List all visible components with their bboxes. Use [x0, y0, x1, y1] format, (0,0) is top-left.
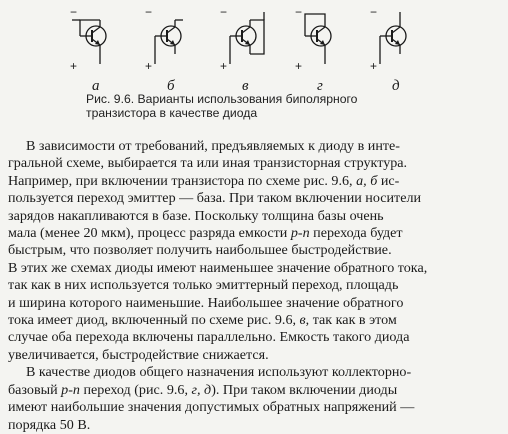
collector-lead	[92, 27, 100, 33]
text-run: так как в них используется только эмиттерный переход, площадь	[8, 277, 399, 294]
polarity-plus: +	[370, 59, 378, 73]
text-run: перехода будет	[309, 225, 403, 242]
text-line	[8, 173, 498, 190]
variant-label: а	[92, 78, 100, 94]
text-line	[8, 399, 498, 416]
text-run: тока имеет диод, включенный по схеме рис. 9.6,	[8, 312, 300, 329]
text-run: ). При таком включении диоды	[211, 381, 398, 398]
polarity-plus: +	[145, 59, 153, 73]
polarity-plus: +	[295, 59, 303, 73]
text-line	[8, 208, 498, 225]
text-run: гральной схеме, выбирается та или иная транзисторная структура.	[8, 155, 408, 172]
text-run: , так как в этом	[305, 312, 397, 329]
variant-label: б	[167, 78, 175, 94]
variant-5	[370, 5, 406, 94]
text-run: В качестве диодов общего назначения используют коллекторно-	[26, 364, 412, 381]
paragraph-1	[8, 138, 498, 364]
italic-text: p-n	[290, 225, 310, 242]
text-line	[8, 417, 498, 434]
text-run: зарядов накапливаются в базе. Поскольку толщина базы очень	[8, 207, 384, 224]
text-run: случае оба перехода включены параллельно. Емкость такого диода	[8, 329, 410, 346]
text-run: порядка 50 В.	[8, 416, 91, 433]
text-run: базовый	[8, 381, 62, 398]
text-line	[8, 155, 498, 172]
variant-2	[145, 5, 183, 94]
text-run: и ширина которого наименьшие. Наибольшее значение обратного	[8, 294, 404, 311]
polarity-minus: −	[220, 5, 228, 19]
body-text	[8, 138, 498, 434]
text-line	[8, 225, 498, 242]
text-run: В этих же схемах диоды имеют наименьшее значение обратного тока,	[8, 259, 428, 276]
polarity-minus: −	[70, 5, 78, 19]
text-run: имеют наибольшие значения допустимых обратных напряжений —	[8, 399, 415, 416]
collector-lead	[242, 27, 250, 33]
text-line	[8, 295, 498, 312]
variant-label: д	[392, 78, 400, 94]
text-run: Например, при включении транзистора по схеме рис. 9.6,	[8, 172, 357, 189]
italic-text: г, д	[191, 381, 212, 398]
text-run: увеличивается, быстродействие снижается.	[8, 346, 269, 363]
collector-lead	[317, 27, 325, 33]
text-line	[8, 382, 498, 399]
text-run: быстрым, что позволяет получить наибольшее быстродействие.	[8, 242, 392, 259]
polarity-minus: −	[295, 5, 303, 19]
text-line	[8, 312, 498, 329]
caption-text-line2: транзистора в качестве диода	[86, 106, 258, 120]
text-line	[8, 277, 498, 294]
short-wire	[305, 14, 325, 36]
text-line	[8, 364, 498, 381]
polarity-plus: +	[220, 59, 228, 73]
text-line	[8, 329, 498, 346]
text-line	[8, 138, 498, 155]
variant-label: в	[242, 78, 249, 94]
variant-3	[220, 5, 264, 94]
collector-lead	[392, 27, 400, 33]
caption-text-line1: Варианты использования биполярного	[137, 92, 358, 106]
italic-text: p-n	[61, 381, 80, 398]
text-run: пользуется переход эмиттер — база. При таком включении носители	[8, 190, 422, 207]
text-line	[8, 347, 498, 364]
italic-text: а, б	[356, 172, 378, 189]
text-run: ис-	[377, 172, 400, 189]
text-run: В зависимости от требований, предъявляемых к диоду в инте-	[26, 138, 400, 154]
transistor-diode-figure	[60, 2, 430, 94]
polarity-plus: +	[70, 59, 78, 73]
paragraph-2	[8, 364, 498, 434]
text-line	[8, 190, 498, 207]
caption-prefix: Рис. 9.6.	[86, 92, 138, 106]
text-line	[8, 260, 498, 277]
collector-lead	[167, 27, 175, 33]
variant-1	[70, 5, 106, 94]
parallel-wire	[250, 20, 264, 54]
figure-caption	[86, 92, 386, 120]
text-run: переход (рис. 9.6,	[79, 381, 192, 398]
polarity-minus: −	[370, 5, 378, 19]
text-run: мала (менее 20 мкм), процесс разряда емкости	[8, 225, 291, 242]
variant-label: г	[317, 78, 323, 94]
variant-4	[295, 5, 331, 94]
italic-text: в	[299, 312, 306, 329]
text-line	[8, 242, 498, 259]
polarity-minus: −	[145, 5, 153, 19]
